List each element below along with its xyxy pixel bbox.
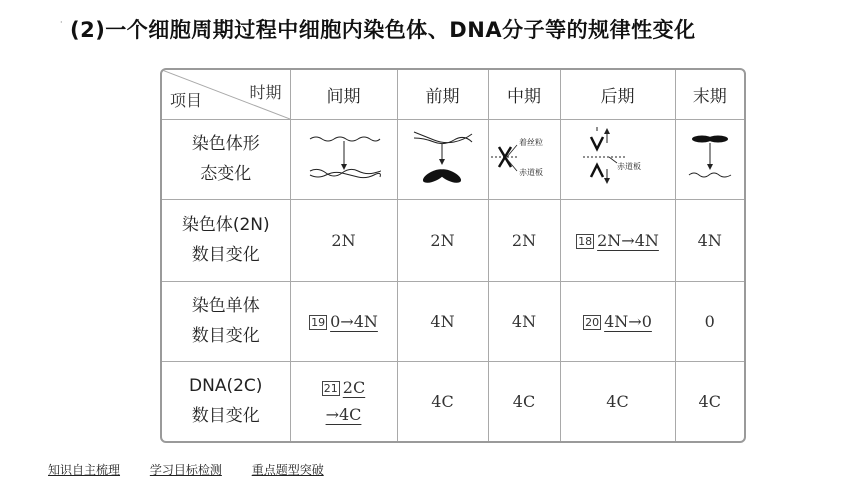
answer-text-line2: →4C [325,405,362,425]
phase-prophase: 前期 [397,70,488,119]
answer-text: 2N→4N [597,230,659,250]
phase-interphase: 间期 [290,70,397,119]
equatorial-plate-label-anaphase: 赤道板 [616,162,641,171]
row-label-line2: 数目变化 [191,326,260,346]
metaphase-diagram-cell [488,119,560,199]
cell-value: 2N [488,199,560,281]
cell-value: 4C [675,361,744,441]
row-label-line2: 态变化 [200,164,252,184]
bullet-dot: · [60,18,63,27]
cell-value: 4N [675,199,744,281]
phase-anaphase: 后期 [560,70,675,119]
row-label [162,361,290,441]
prophase-diagram-cell [397,119,488,199]
row-label-line1: 染色体(2N) [181,215,270,235]
table-row-chromosome-count [162,199,744,281]
row-label-line1: 染色体形 [191,134,260,154]
cell-value: 4N [397,281,488,361]
header-row [162,70,744,119]
cell-value: 0 [675,281,744,361]
cell-cycle-table [160,68,746,443]
cell-value: 4C [397,361,488,441]
corner-phase-label: 时期 [249,83,282,102]
cell-value: 4C [488,361,560,441]
answer-text: 4N→0 [604,311,652,331]
answer-cell [560,199,675,281]
equatorial-plate-label: 赤道板 [519,168,543,177]
phase-telophase: 末期 [675,70,744,119]
answer-cell [560,281,675,361]
prophase-chromosome-diagram [408,124,478,190]
cell-value: 4C [560,361,675,441]
answer-text: 0→4N [330,311,378,331]
row-label-line1: DNA(2C) [189,376,263,397]
footer-link-key-problems[interactable]: 重点题型突破 [251,463,324,477]
telophase-diagram-cell [675,119,744,199]
row-label [162,281,290,361]
answer-text: 2C [342,378,366,398]
corner-item-label: 项目 [170,90,203,110]
cell-value: 2N [290,199,397,281]
row-label-line2: 数目变化 [191,406,260,427]
row-label [162,199,290,281]
table-row-dna-count [162,361,744,441]
row-label-line2: 数目变化 [191,245,260,265]
anaphase-chromosome-diagram [573,127,663,187]
answer-number-badge: 19 [311,315,326,329]
phase-metaphase: 中期 [488,70,560,119]
footer-link-knowledge-review[interactable]: 知识自主梳理 [48,463,121,477]
anaphase-diagram-cell [560,119,675,199]
footer-nav [48,461,350,478]
row-label-line1: 染色单体 [191,296,260,316]
centromere-label: 着丝粒 [519,138,543,147]
table-row-chromatid-count [162,281,744,361]
answer-number-badge: 20 [585,315,600,329]
metaphase-chromosome-diagram [489,131,559,183]
cell-value: 2N [397,199,488,281]
page-title: (2)一个细胞周期过程中细胞内染色体、DNA分子等的规律性变化 [70,18,696,42]
answer-cell [290,361,397,441]
corner-cell [162,70,290,119]
footer-link-objective-test[interactable]: 学习目标检测 [149,463,222,477]
interphase-chromosome-diagram [304,127,384,187]
interphase-diagram-cell [290,119,397,199]
answer-cell [290,281,397,361]
telophase-chromosome-diagram [685,129,735,185]
answer-number-badge: 21 [323,382,338,396]
row-label [162,119,290,199]
table-row-morphology [162,119,744,199]
answer-number-badge: 18 [578,234,593,248]
cell-value: 4N [488,281,560,361]
